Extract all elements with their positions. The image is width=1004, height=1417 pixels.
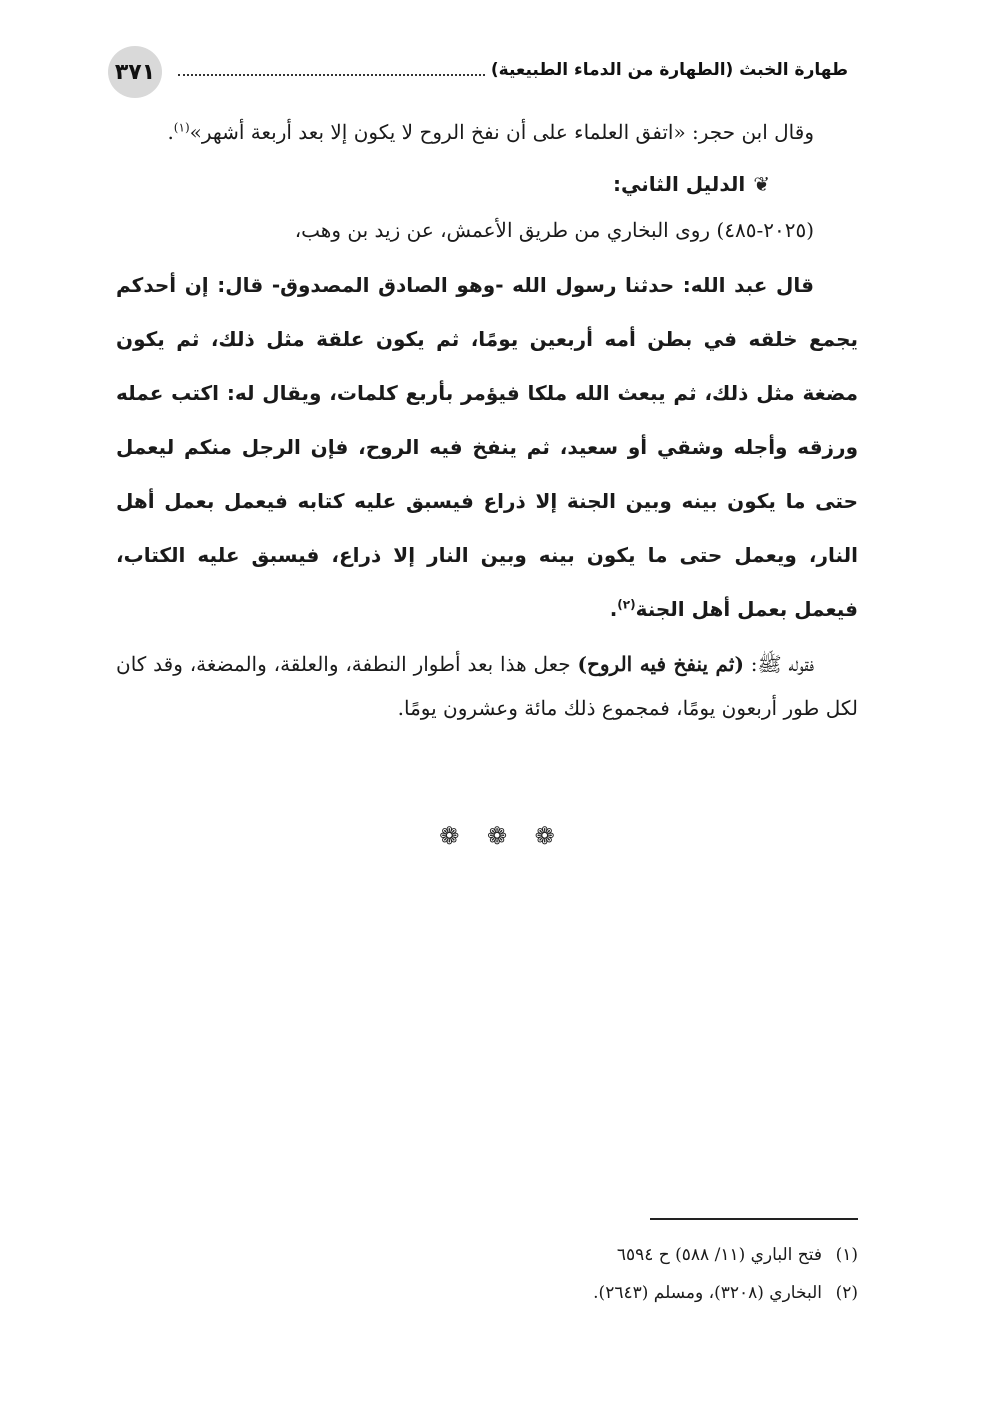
header-title-line <box>178 56 848 84</box>
footnotes <box>116 1236 858 1312</box>
footnote-2-text: البخاري (٣٢٠٨)، ومسلم (٢٦٤٣). <box>593 1283 822 1303</box>
section-heading-text: الدليل الثاني: <box>613 172 746 196</box>
footnote-divider <box>650 1218 858 1220</box>
footnote-2 <box>116 1274 858 1312</box>
hadith-text-block: قال عبد الله: حدثنا رسول الله -وهو الصادق المصدوق- قال: إن أحدكم يجمع خلقه في بطن أمه أربعين يومًا، ثم يكون علقة مثل ذلك، ثم يكون مضغة مثل ذلك، ثم يبعث الله ملكا فيؤمر بأربع كلمات، ويقال له: اكتب عمله ورزقه وأجله وشقي أو سعيد، ثم ينفخ فيه الروح، فإن الرجل منكم ليعمل حتى ما يكون بينه وبين الجنة إلا ذراع فيسبق عليه كتابه فيعمل بعمل أهل النار، ويعمل حتى ما يكون بينه وبين النار إلا ذراع، فيسبق عليه الكتاب، فيعمل بعمل أهل الجنة$^{(٢)}$. <box>116 273 858 621</box>
footnote-1 <box>116 1236 858 1274</box>
section-heading <box>116 160 858 208</box>
paragraph-commentary <box>116 642 858 730</box>
footnote-1-text: فتح الباري (١١/ ٥٨٨) ح ٦٥٩٤ <box>616 1245 822 1265</box>
paragraph-hadith-chain: (٢٠٢٥-٤٨٥) روى البخاري من طريق الأعمش، عن زيد بن وهب، <box>294 218 814 242</box>
commentary-quote: (ثم ينفخ فيه الروح) <box>577 652 744 676</box>
footnote-1-number: (١) <box>835 1245 858 1265</box>
main-text <box>116 110 858 730</box>
chapter-title: طهارة الخبث (الطهارة من الدماء الطبيعية) <box>490 60 848 80</box>
footnote-ref-1: (١) <box>173 120 190 135</box>
page-number-badge: ٣٧١ <box>108 46 162 98</box>
commentary-end: جعل هذا بعد أطوار النطفة، والعلقة، والمضغة، وقد كان لكل طور أربعون يومًا، فمجموع ذلك مائة وعشرون يومًا. <box>116 652 858 720</box>
leaf-ornament-icon: ❦ <box>753 172 770 196</box>
hadith-text: قال عبد الله: حدثنا رسول الله -وهو الصادق المصدوق- قال: إن أحدكم يجمع خلقه في بطن أمه أربعين يومًا، ثم يكون علقة مثل ذلك، ثم يكون مضغة مثل ذلك، ثم يبعث الله ملكا فيؤمر بأربع كلمات، ويقال له: اكتب عمله ورزقه وأجله وشقي أو سعيد، ثم ينفخ فيه الروح، فإن الرجل منكم ليعمل حتى ما يكون بينه وبين الجنة إلا ذراع فيسبق عليه كتابه فيعمل بعمل أهل النار، ويعمل حتى ما يكون بينه وبين النار إلا ذراع، فيسبق عليه الكتاب، فيعمل بعمل أهل الجنة <box>116 273 858 621</box>
section-end-ornament: ❁ ❁ ❁ <box>439 822 565 850</box>
footnote-2-number: (٢) <box>835 1283 858 1303</box>
footnote-ref-2: (٢) <box>617 597 636 612</box>
paragraph-ibn-hajar: وقال ابن حجر: «اتفق العلماء على أن نفخ الروح لا يكون إلا بعد أربعة أشهر»$^{(١)}$. <box>167 120 814 144</box>
running-header <box>108 46 860 98</box>
header-dotted-leader <box>178 74 485 76</box>
commentary-start: فقوله ﷺ: <box>743 652 814 676</box>
paragraph-ibn-hajar-text: وقال ابن حجر: «اتفق العلماء على أن نفخ الروح لا يكون إلا بعد أربعة أشهر» <box>189 120 814 144</box>
